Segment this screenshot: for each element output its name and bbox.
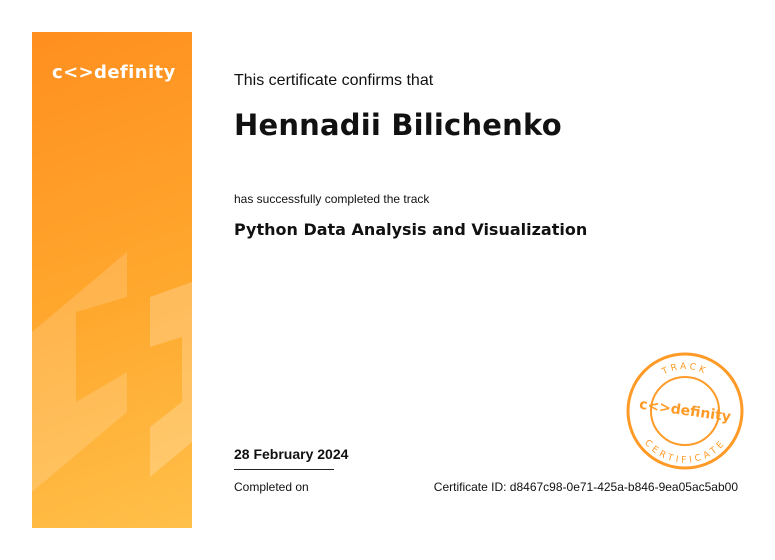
codefinity-logo: c<>definity (52, 62, 176, 83)
track-certificate-seal (626, 352, 744, 470)
code-brackets-watermark-icon (32, 252, 192, 512)
completion-date: 28 February 2024 (234, 446, 349, 462)
seal-logo-text: c<>definity (638, 396, 732, 426)
right-bracket-shape (150, 282, 192, 477)
completion-statement: has successfully completed the track (234, 192, 430, 206)
track-title: Python Data Analysis and Visualization (234, 220, 588, 239)
left-bracket-shape (32, 252, 127, 492)
seal-bottom-text: CERTIFICATE (642, 438, 728, 466)
date-divider (234, 469, 334, 470)
certificate-intro: This certificate confirms that (234, 72, 434, 89)
brand-sidebar (32, 32, 192, 528)
recipient-name: Hennadii Bilichenko (234, 108, 562, 142)
completed-on-label: Completed on (234, 480, 309, 494)
certificate-id: Certificate ID: d8467c98-0e71-425a-b846-9ea05ac5ab00 (433, 480, 738, 494)
seal-top-text: TRACK (660, 361, 710, 378)
